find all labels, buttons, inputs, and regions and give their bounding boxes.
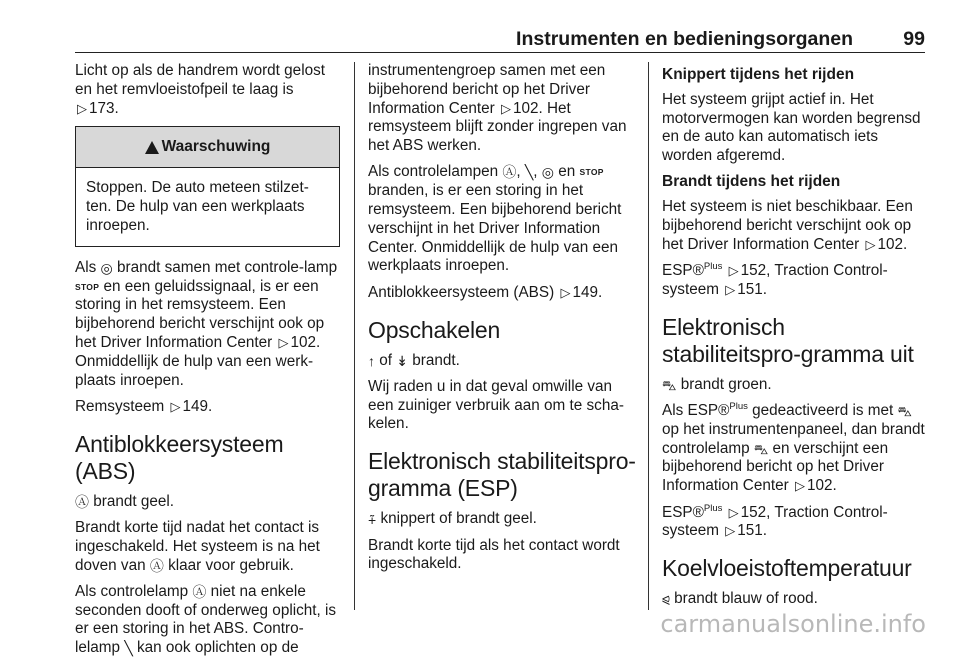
text: ESP® xyxy=(662,503,704,521)
paragraph: Wij raden u in dat geval omwille van een zuiniger verbruik aan om te scha-kelen. xyxy=(368,377,624,433)
text: kan ook oplichten op de xyxy=(137,639,299,657)
superscript: Plus xyxy=(703,502,723,514)
text: brandt groen. xyxy=(680,375,772,393)
text: knippert of brandt geel. xyxy=(380,510,537,528)
section-heading: Elektronisch stabiliteitspro-gramma uit xyxy=(662,313,914,367)
page-ref-arrow-icon: ▷ xyxy=(728,504,739,520)
sub-heading: Brandt tijdens het rijden xyxy=(662,173,841,191)
paragraph xyxy=(662,198,927,254)
page-header xyxy=(75,28,925,53)
text: ESP® xyxy=(662,262,704,280)
page-ref[interactable]: 152, Traction Control-systeem xyxy=(662,262,888,298)
column-divider xyxy=(648,62,649,610)
paragraph xyxy=(368,510,636,529)
section-heading: Koelvloeistoftemperatuur xyxy=(662,555,912,582)
paragraph: Als controlelampen Ⓐ, ╲, ◎ en STOP branden, is er een storing in het remsysteem. Een bijbehorend bericht verschijnt in het Driver Information Center. Onmiddellijk de hulp van een werkplaats inroepen. xyxy=(368,163,622,275)
warning-triangle-icon xyxy=(145,141,159,154)
page-ref[interactable]: 151. xyxy=(737,280,767,298)
section-heading: Elektronisch stabiliteitspro-gramma (ESP) xyxy=(368,448,636,502)
paragraph xyxy=(75,493,340,512)
text: of xyxy=(379,351,393,369)
paragraph xyxy=(662,590,927,609)
text: Als controlelampen xyxy=(368,163,499,181)
abs-icon: Ⓐ xyxy=(502,164,517,181)
brake-circle-icon: ◎ xyxy=(100,259,113,276)
wrench-icon: ╲ xyxy=(124,640,133,657)
text: Licht op als de handrem wordt gelost en het remvloeistofpeil te laag is xyxy=(75,62,325,98)
paragraph xyxy=(368,62,636,156)
text: Als ESP® xyxy=(662,402,730,420)
text: Brandt korte tijd nadat het contact is ingeschakeld. Het systeem is na het doven van xyxy=(75,518,320,574)
paragraph xyxy=(368,284,636,303)
page-ref[interactable]: 149. xyxy=(182,397,213,415)
page-ref-arrow-icon: ▷ xyxy=(170,398,181,414)
page-ref-arrow-icon: ▷ xyxy=(728,263,739,279)
page-ref-arrow-icon: ▷ xyxy=(77,100,87,116)
paragraph: Het systeem grijpt actief in. Het motorvermogen kan worden begrensd en de auto kan automatisch iets worden afgeremd. xyxy=(662,90,921,165)
abs-icon: Ⓐ xyxy=(149,557,164,574)
text: Remsysteem xyxy=(75,397,165,415)
page-ref-arrow-icon: ▷ xyxy=(725,281,736,297)
column-3 xyxy=(662,62,927,616)
page-ref-arrow-icon: ▷ xyxy=(865,236,876,252)
esp-off-icon: ⛍ xyxy=(753,440,769,457)
page-ref[interactable]: 173. xyxy=(89,99,119,117)
page-ref[interactable]: 102. xyxy=(806,477,837,495)
section-heading: Opschakelen xyxy=(368,316,501,343)
shift-up-icon: ↑ xyxy=(368,352,375,369)
paragraph xyxy=(368,352,636,371)
text: gedeactiveerd is met xyxy=(752,402,894,420)
superscript: Plus xyxy=(703,261,723,273)
shift-down-icon: ↡ xyxy=(396,352,408,369)
section-heading: Antiblokkeersysteem (ABS) xyxy=(75,430,284,484)
header-title: Instrumenten en bedieningsorganen xyxy=(516,28,853,50)
paragraph xyxy=(662,402,927,496)
abs-icon: Ⓐ xyxy=(75,493,89,510)
esp-icon: ⨤ xyxy=(368,511,377,528)
warning-box xyxy=(75,126,340,246)
page-ref-arrow-icon: ▷ xyxy=(500,100,511,116)
page-number: 99 xyxy=(903,28,925,50)
paragraph xyxy=(75,583,340,658)
coolant-temp-icon: ⪨ xyxy=(662,591,670,608)
text: Als xyxy=(75,258,97,276)
text: instrumentengroep samen met een bijbehorend bericht op het Driver Information Center xyxy=(368,62,606,117)
esp-off-icon: ⛍ xyxy=(897,403,912,420)
text: klaar voor gebruik. xyxy=(168,556,294,574)
paragraph xyxy=(75,398,340,417)
paragraph: Brandt korte tijd als het contact wordt ingeschakeld. xyxy=(368,536,620,573)
text: en xyxy=(558,163,576,181)
text: branden, is er een storing in het remsysteem. Een bijbehorend bericht verschijnt in het Driver Information Center. Onmiddellijk de hulp van een werkplaats inroepen. xyxy=(368,182,622,275)
column-divider xyxy=(354,62,355,610)
paragraph xyxy=(75,62,340,118)
paragraph xyxy=(75,519,340,575)
page-ref[interactable]: 102. xyxy=(512,99,543,117)
page-ref[interactable]: 151. xyxy=(737,522,767,540)
stop-icon: STOP xyxy=(75,281,100,292)
warning-header xyxy=(76,127,339,168)
page-ref[interactable]: 102. xyxy=(877,235,908,253)
text: Het systeem is niet beschikbaar. Een bijbehorend bericht verschijnt ook op het Driver Information Center xyxy=(662,198,913,253)
paragraph xyxy=(662,376,927,395)
text: op het instrumentenpaneel, dan brandt controlelamp xyxy=(662,420,925,457)
stop-icon: STOP xyxy=(579,167,604,178)
page-ref-arrow-icon: ▷ xyxy=(560,284,571,300)
brake-circle-icon: ◎ xyxy=(541,164,554,181)
page-ref[interactable]: 102. xyxy=(290,333,321,351)
column-2 xyxy=(368,62,636,582)
text: Het remsysteem blijft zonder ingrepen van het ABS werken. xyxy=(368,99,627,155)
text: Antiblokkeersysteem (ABS) xyxy=(368,283,555,301)
page-ref-arrow-icon: ▷ xyxy=(794,478,805,494)
wrench-icon: ╲ xyxy=(524,164,534,181)
text: brandt blauw of rood. xyxy=(674,590,818,608)
warning-text: Stoppen. De auto meteen stilzet-ten. De hulp van een werkplaats inroepen. xyxy=(86,179,309,234)
warning-title: Waarschuwing xyxy=(161,137,271,155)
text: en verschijnt een bijbehorend bericht op het Driver Information Center xyxy=(662,439,889,495)
superscript: Plus xyxy=(729,401,748,413)
text: brandt samen met controle-lamp xyxy=(116,258,338,276)
abs-icon: Ⓐ xyxy=(192,583,207,600)
text: brandt geel. xyxy=(93,492,175,510)
sub-heading: Knippert tijdens het rijden xyxy=(662,66,855,83)
page-ref-arrow-icon: ▷ xyxy=(725,523,736,539)
page-ref-arrow-icon: ▷ xyxy=(278,334,289,350)
text: en een geluidssignaal, is er een storing in het remsysteem. Een bijbehorend bericht verschijnt ook op het Driver Information Center xyxy=(75,277,325,351)
page-ref[interactable]: 149. xyxy=(572,283,603,301)
paragraph xyxy=(662,262,927,300)
text: brandt. xyxy=(412,351,460,369)
text: Onmiddellijk de hulp van een werk-plaats inroepen. xyxy=(75,352,314,389)
text: niet na enkele seconden dooft of onderweg oplicht, is er een storing in het ABS. Contro-lelamp xyxy=(75,582,337,657)
esp-off-icon: ⛍ xyxy=(662,376,677,393)
paragraph xyxy=(662,504,927,542)
paragraph xyxy=(75,259,340,391)
page-ref[interactable]: 152, Traction Control-systeem xyxy=(662,503,888,540)
text: Als controlelamp xyxy=(75,582,189,600)
watermark: carmanualsonline.info xyxy=(660,610,926,638)
column-1 xyxy=(75,62,340,666)
